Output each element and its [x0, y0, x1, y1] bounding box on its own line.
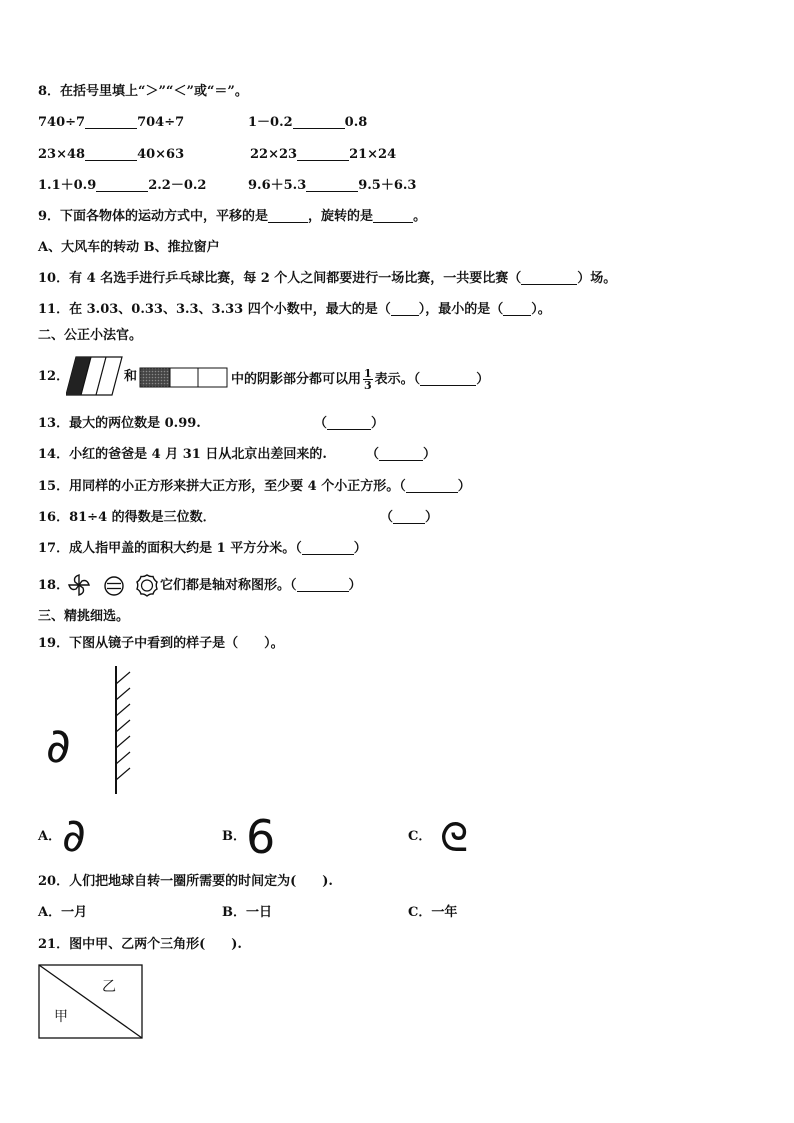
q16-answer	[380, 509, 438, 527]
q8-row3-right	[248, 177, 416, 195]
q19-option-b-figure: 6	[246, 810, 276, 864]
answer-blank[interactable]	[293, 115, 345, 129]
paren-close: ）	[425, 510, 439, 525]
q18-stem	[160, 577, 362, 595]
fraction-numerator: 1	[364, 367, 372, 380]
q19-option-c-figure: ᘓ	[440, 815, 469, 861]
q13-answer	[314, 415, 384, 433]
scalloped-badge-icon	[134, 573, 160, 599]
q21-stem: 21．图中甲、乙两个三角形( ).	[38, 937, 242, 952]
answer-blank[interactable]	[268, 209, 308, 223]
fraction-one-third	[363, 368, 373, 391]
answer-blank[interactable]	[306, 178, 358, 192]
q8-row2-right	[250, 146, 396, 164]
q8-expr: 704÷7	[137, 115, 185, 130]
mirror-figure	[108, 664, 138, 796]
q18-number: 18．	[38, 578, 70, 593]
q9-text: 9．下面各物体的运动方式中，平移的是	[38, 209, 269, 224]
q8-expr: 9.5＋6.3	[358, 178, 417, 193]
paren-open: （	[380, 510, 394, 525]
answer-blank[interactable]	[302, 541, 354, 555]
paren-close: ）	[353, 541, 367, 556]
answer-blank[interactable]	[96, 178, 148, 192]
answer-blank[interactable]	[373, 209, 413, 223]
paren-close: ）	[371, 416, 385, 431]
q12-and: 和	[124, 369, 138, 384]
q9-options: A、大风车的转动 B、推拉窗户	[38, 240, 220, 255]
q8-row1-left	[38, 114, 184, 132]
answer-blank[interactable]	[393, 510, 425, 524]
q20-option-c[interactable]: C．一年	[408, 905, 458, 920]
q17-stem	[38, 540, 367, 558]
q8-row1-right	[248, 114, 367, 132]
answer-blank[interactable]	[85, 115, 137, 129]
paren-close: ）	[423, 447, 437, 462]
q15-text: 15．用同样的小正方形来拼大正方形，至少要 4 个小正方形。（	[38, 479, 406, 494]
q17-text: 17．成人指甲盖的面积大约是 1 平方分米。（	[38, 541, 302, 556]
q20-option-a[interactable]: A．一月	[38, 905, 88, 920]
section-2-heading: 二、公正小法官。	[38, 328, 143, 343]
q10-text: 10．有 4 名选手进行乒乓球比赛，每 2 个人之间都要进行一场比赛，一共要比赛（	[38, 271, 522, 286]
q12-statement	[231, 368, 489, 391]
paren-close: ）	[457, 479, 471, 494]
q9-text: 。	[413, 209, 427, 224]
answer-blank[interactable]	[379, 447, 423, 461]
q8-expr: 740÷7	[38, 115, 86, 130]
paren-close: ）	[348, 578, 362, 593]
q9-stem	[38, 208, 426, 226]
q21-label-yi: 乙	[102, 979, 116, 995]
q21-label-jia: 甲	[54, 1009, 68, 1025]
answer-blank[interactable]	[503, 302, 531, 316]
q10-stem	[38, 270, 616, 288]
answer-blank[interactable]	[406, 479, 458, 493]
section-3-heading: 三、精挑细选。	[38, 609, 130, 624]
q8-expr: 1－0.2	[248, 115, 293, 130]
q10-text: ）场。	[577, 271, 617, 286]
q18-text: 它们都是轴对称图形。（	[160, 578, 297, 593]
q8-expr: 2.2－0.2	[148, 178, 207, 193]
answer-blank[interactable]	[85, 147, 137, 161]
answer-blank[interactable]	[420, 372, 476, 386]
circle-lines-icon	[102, 574, 126, 598]
q8-expr: 0.8	[344, 115, 368, 130]
answer-blank[interactable]	[297, 578, 349, 592]
q8-expr: 23×48	[38, 147, 86, 162]
q12-parallelogram-figure	[66, 355, 124, 397]
paren-open: （	[366, 447, 380, 462]
q14-answer	[366, 446, 436, 464]
q11-stem	[38, 301, 551, 319]
pinwheel-icon	[66, 572, 92, 598]
q19-option-c-label[interactable]: C．	[408, 829, 432, 844]
q12-rectangle-strip-figure	[139, 367, 229, 389]
answer-blank[interactable]	[521, 271, 577, 285]
q9-text: ，旋转的是	[308, 209, 374, 224]
q19-option-a-figure: ∂	[62, 808, 86, 862]
q19-original-figure: ∂	[46, 718, 71, 774]
q8-expr: 1.1＋0.9	[38, 178, 97, 193]
q8-expr: 21×24	[349, 147, 397, 162]
q12-text: ）	[476, 372, 490, 387]
q15-stem	[38, 478, 471, 496]
q19-stem: 19．下图从镜子中看到的样子是（ ）。	[38, 636, 284, 651]
q8-row3-left	[38, 177, 206, 195]
q11-text: ），最小的是（	[418, 302, 504, 317]
q8-expr: 22×23	[250, 147, 298, 162]
q13-stem: 13．最大的两位数是 0.99.	[38, 416, 201, 431]
q20-option-b[interactable]: B．一日	[222, 905, 272, 920]
q8-expr: 40×63	[137, 147, 185, 162]
paren-open: （	[314, 416, 328, 431]
q21-rectangle-diagonal-figure	[38, 964, 144, 1040]
q12-text: 中的阴影部分都可以用	[231, 372, 362, 387]
q8-title: 8．在括号里填上“＞”“＜”或“＝”。	[38, 84, 248, 99]
answer-blank[interactable]	[297, 147, 349, 161]
q20-stem: 20．人们把地球自转一圈所需要的时间定为( ).	[38, 874, 333, 889]
q19-option-a-label[interactable]: A．	[38, 829, 62, 844]
fraction-denominator: 3	[364, 379, 372, 392]
q19-option-b-label[interactable]: B．	[222, 829, 246, 844]
q14-stem: 14．小红的爸爸是 4 月 31 日从北京出差回来的.	[38, 447, 327, 462]
q8-row2-left	[38, 146, 184, 164]
q16-stem: 16．81÷4 的得数是三位数．	[38, 510, 216, 525]
q11-text: ）。	[531, 302, 551, 317]
q11-text: 11．在 3.03、0.33、3.3、3.33 四个小数中，最大的是（	[38, 302, 391, 317]
q8-expr: 9.6＋5.3	[248, 178, 307, 193]
answer-blank[interactable]	[391, 302, 419, 316]
answer-blank[interactable]	[327, 416, 371, 430]
q12-text: 表示。（	[374, 372, 421, 387]
q12-number: 12．	[38, 369, 70, 384]
